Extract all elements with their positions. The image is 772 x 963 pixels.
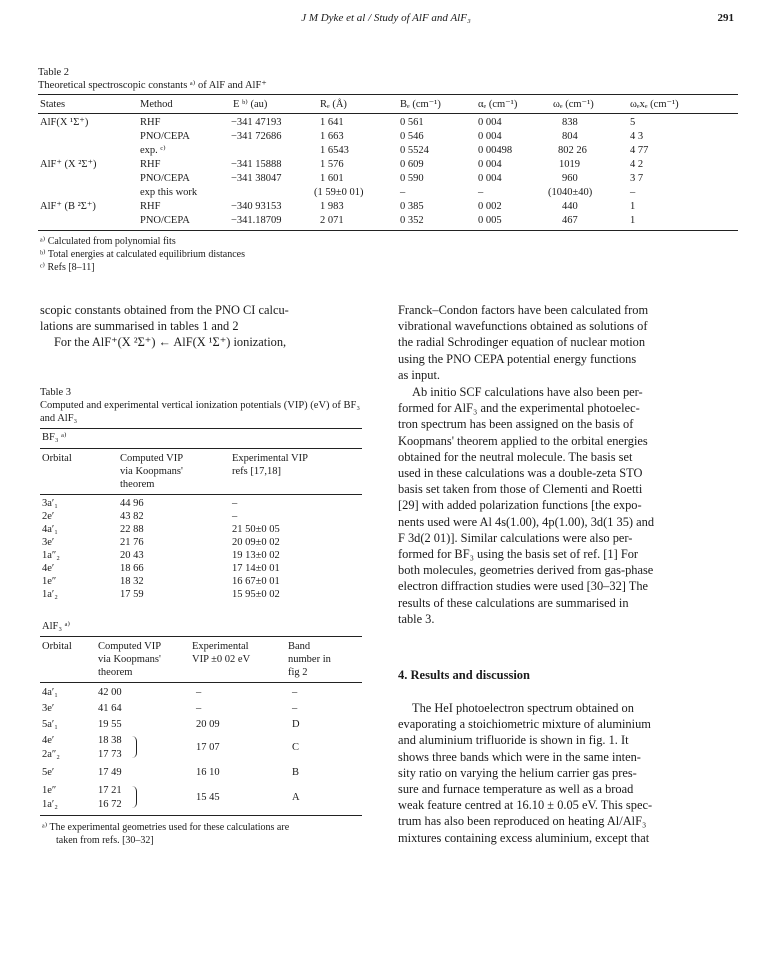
table2-cell: 1 641 [320,117,344,128]
table2-cell: PNO/CEPA [140,173,190,184]
table2-cell: 0 609 [400,159,424,170]
text-line: electron diffraction studies were used [30–32] The [398,579,649,594]
text-line: results of these calculations are summarised in [398,595,629,610]
alf3-orbital: 3e′ [42,703,55,714]
table2-cell: PNO/CEPA [140,131,190,142]
bf3-orbital: 2e′ [42,511,55,522]
bf3-col-orbital: Orbital [42,453,72,464]
text-line: Koopmans' theorem applied to the orbital energies [398,433,648,448]
bf3-computed: 18 66 [120,563,144,574]
text-line: tron spectrum has been assigned on the basis of [398,417,634,432]
table3-bf3-rule [40,448,362,449]
alf3-col-band-1: Band [288,641,311,652]
table2-cell: −341 47193 [231,117,282,128]
table2-cell: – [630,187,636,198]
bf3-orbital: 3e′ [42,537,55,548]
table3-bottom-rule [40,815,362,816]
table2-cell: 0 546 [400,131,424,142]
table2-col-omegax: ωₑxₑ (cm⁻¹) [630,99,679,110]
table2-cell: −341 72686 [231,131,282,142]
table2-cell: 4 77 [630,145,649,156]
alf3-exp: 16 10 [196,767,220,778]
table3-footnote-2: taken from refs. [30–32] [56,835,154,846]
table2-cell: 1 663 [320,131,344,142]
text-line: For the AlF⁺(X ²Σ⁺) ← AlF(X ¹Σ⁺) ionization, [54,335,287,350]
alf3-computed: 16 72 [98,799,122,810]
alf3-computed: 19 55 [98,719,122,730]
text-line: used in these calculations was a double-zeta STO [398,466,643,481]
text-line: Franck–Condon factors have been calculated from [398,303,649,317]
bf3-orbital: 4a′₁ [42,524,58,535]
bf3-col-computed-1: Computed VIP [120,453,184,464]
table2-cell: 0 005 [478,215,502,226]
brace-1e-1a2 [132,786,137,808]
table2-cell: 804 [562,131,578,142]
bf3-exp: 21 50±0 05 [232,524,280,535]
table2-cell: 440 [562,201,578,212]
table2-cell: RHF [140,201,161,212]
bf3-computed: 44 96 [120,498,144,509]
table2-header-rule [38,113,738,114]
table2-cell: RHF [140,159,161,170]
alf3-computed: 42 00 [98,687,122,698]
table2-col-alpha: αₑ (cm⁻¹) [478,99,518,110]
table2-cell: (1040±40) [548,187,593,198]
text-line: evaporating a stoichiometric mixture of aluminium [398,717,651,732]
alf3-orbital: 4a′₁ [42,687,58,698]
text-line: both molecules, geometries derived from gas-phase [398,563,654,578]
table2-col-omega: ωₑ (cm⁻¹) [553,99,594,110]
text-line: the radial Schrodinger equation of nuclear motion [398,335,646,350]
alf3-band: D [292,719,300,730]
alf3-orbital: 1e″ [42,785,57,796]
alf3-computed: 17 21 [98,785,122,796]
bf3-exp: 20 09±0 02 [232,537,280,548]
text-line: as input. [398,367,440,382]
table2-bottom-rule [38,230,738,231]
table2-cell: 0 352 [400,215,424,226]
table2-col-energy: E ᵇ⁾ (au) [233,99,268,110]
table3-label: Table 3 [40,387,72,398]
table2-cell: 0 004 [478,173,502,184]
alf3-exp: 15 45 [196,792,220,803]
alf3-col-computed-1: Computed VIP [98,641,162,652]
alf3-col-exp-2: VIP ±0 02 eV [192,654,251,665]
alf3-exp: 20 09 [196,719,220,730]
table2-cell: 1 6543 [320,145,349,156]
alf3-orbital: 2a″₂ [42,749,60,760]
bf3-col-computed-2: via Koopmans' [120,466,183,477]
table2-cell: – [400,187,406,198]
table2-cell: −341.18709 [231,215,282,226]
text-line: vibrational wavefunctions obtained as solutions of [398,319,648,334]
alf3-band: C [292,742,300,753]
table3-top-rule [40,428,362,429]
right-paragraph-2 [398,384,738,627]
table2-cell: AlF⁺ (B ²Σ⁺) [40,201,96,212]
bf3-orbital: 1a′₂ [42,589,58,600]
right-paragraph-1 [398,302,738,383]
text-line: shows three bands which were in the same inten- [398,749,641,764]
section-heading: 4. Results and discussion [398,668,530,682]
alf3-computed: 17 73 [98,749,122,760]
table2-cell: 0 00498 [478,145,513,156]
table2-col-method: Method [140,99,173,110]
table2-cell: (1 59±0 01) [314,187,364,198]
alf3-col-exp-1: Experimental [192,641,249,652]
running-title: J M Dyke et al / Study of AlF and AlF₃ [301,12,471,24]
table2-cell: 0 002 [478,201,502,212]
alf3-orbital: 1a′₂ [42,799,58,810]
alf3-orbital: 5e′ [42,767,55,778]
table2-cell: 2 071 [320,215,344,226]
table2-footnote-b: ᵇ⁾ Total energies at calculated equilibrium distances [40,249,245,260]
table2-cell: 1 576 [320,159,344,170]
bf3-orbital: 1e″ [42,576,57,587]
text-line: using the PNO CEPA potential energy functions [398,351,637,366]
bf3-orbital: 4e′ [42,563,55,574]
table2-cell: 1 [630,201,636,212]
alf3-orbital: 4e′ [42,735,55,746]
bf3-exp: – [232,511,238,522]
table2-cell: 0 385 [400,201,424,212]
alf3-exp: 17 07 [196,742,220,753]
table2-col-states: States [40,99,66,110]
table2-cell: 0 561 [400,117,424,128]
text-line: The HeI photoelectron spectrum obtained on [412,701,634,715]
text-line: scopic constants obtained from the PNO CI calcu- [40,303,289,317]
bf3-computed: 20 43 [120,550,144,561]
text-line: Ab initio SCF calculations have also been per- [412,385,643,399]
right-paragraph-3 [398,700,738,846]
table2-cell: 5 [630,117,636,128]
text-line: sure and furnace temperature as well as a broad [398,782,634,797]
table2-cell: 1 601 [320,173,344,184]
table2-cell: 1 983 [320,201,344,212]
alf3-col-orbital: Orbital [42,641,72,652]
table2-footnote-a: ᵃ⁾ Calculated from polynomial fits [40,236,176,247]
alf3-col-computed-3: theorem [98,667,133,678]
table2-col-re: Rₑ (Å) [320,99,347,110]
text-line: sity ratio on varying the helium carrier gas pres- [398,765,637,780]
table2-cell: 1 [630,215,636,226]
table2-cell: exp this work [140,187,198,198]
table2-cell: AlF(X ¹Σ⁺) [40,117,89,128]
text-line: trum has also been reproduced on heating Al/AlF₃ [398,814,647,829]
table2-footnote-c: ᶜ⁾ Refs [8–11] [40,262,95,273]
table2-cell: −340 93153 [231,201,282,212]
table2-cell: 838 [562,117,578,128]
bf3-computed: 22 88 [120,524,144,535]
text-line: table 3. [398,611,435,626]
alf3-band: A [292,792,300,803]
bf3-exp: 19 13±0 02 [232,550,280,561]
alf3-band: – [292,687,298,698]
table2-cell: 3 7 [630,173,644,184]
text-line: weak feature centred at 16.10 ± 0.05 eV. This spec- [398,798,653,813]
table2-cell: exp. ᶜ⁾ [140,145,166,156]
bf3-orbital: 3a′₁ [42,498,58,509]
bf3-exp: 17 14±0 01 [232,563,280,574]
table2-cell: 0 004 [478,159,502,170]
left-paragraph [40,302,360,351]
alf3-col-band-2: number in [288,654,331,665]
text-line: F 3d(2 01)]. Similar calculations were also per- [398,530,633,545]
page-number: 291 [717,12,734,24]
table2-cell: 4 2 [630,159,644,170]
bf3-computed: 21 76 [120,537,144,548]
bf3-col-exp-1: Experimental VIP [232,453,308,464]
text-line: formed for BF₃ using the basis set of ref. [1] For [398,547,639,562]
bf3-col-computed-3: theorem [120,479,155,490]
text-line: [29] with added polarization functions [the expo- [398,498,642,513]
table2-caption: Theoretical spectroscopic constants ᵃ⁾ of AlF and AlF⁺ [38,80,267,91]
bf3-computed: 43 82 [120,511,144,522]
table2 [0,0,772,260]
text-line: and aluminium trifluoride is shown in fig. 1. It [398,733,629,748]
alf3-band: – [292,703,298,714]
text-line: lations are summarised in tables 1 and 2 [40,319,239,334]
table3-caption: Computed and experimental vertical ionization potentials (VIP) (eV) of BF₃ and AlF₃ [40,400,361,424]
bf3-computed: 17 59 [120,589,144,600]
table2-label: Table 2 [38,67,70,78]
table2-cell: 0 004 [478,117,502,128]
alf3-top-rule [40,636,362,637]
table2-cell: RHF [140,117,161,128]
table2-cell: −341 38047 [231,173,282,184]
alf3-band: B [292,767,300,778]
alf3-header-rule [40,682,362,683]
alf3-orbital: 5a′₁ [42,719,58,730]
text-line: nents used were Al 4s(1.00), 4p(1.00), 3d(1 35) and [398,514,655,529]
table2-cell: 0 5524 [400,145,429,156]
alf3-computed: 41 64 [98,703,122,714]
table2-cell: – [478,187,484,198]
table2-cell: 1019 [559,159,580,170]
table2-cell: 960 [562,173,578,184]
table2-col-be: Bₑ (cm⁻¹) [400,99,441,110]
table3-footnote-1: ᵃ⁾ The experimental geometries used for these calculations are [42,822,290,833]
table2-cell: 0 004 [478,131,502,142]
bf3-exp: – [232,498,238,509]
table2-cell: −341 15888 [231,159,282,170]
table2-cell: AlF⁺ (X ²Σ⁺) [40,159,97,170]
alf3-col-computed-2: via Koopmans' [98,654,161,665]
bf3-exp: 16 67±0 01 [232,576,280,587]
alf3-exp: – [196,687,202,698]
text-line: obtained for the neutral molecule. The basis set [398,449,633,464]
alf3-computed: 18 38 [98,735,122,746]
alf3-title: AlF₃ ᵃ⁾ [42,621,71,632]
table2-cell: PNO/CEPA [140,215,190,226]
bf3-col-exp-2: refs [17,18] [232,466,281,477]
table2-cell: 802 26 [558,145,587,156]
text-line: formed for AlF₃ and the experimental photoelec- [398,401,640,416]
bf3-orbital: 1a″₂ [42,550,60,561]
bf3-computed: 18 32 [120,576,144,587]
text-line: basis set taken from those of Clementi and Roetti [398,482,643,497]
alf3-computed: 17 49 [98,767,122,778]
bf3-header-rule [40,494,362,495]
table2-cell: 0 590 [400,173,424,184]
brace-4e-2a2 [132,736,137,758]
alf3-exp: – [196,703,202,714]
bf3-title: BF₃ ᵃ⁾ [42,432,67,443]
alf3-col-band-3: fig 2 [288,667,308,678]
table2-cell: 467 [562,215,578,226]
text-line: mixtures containing excess aluminium, except that [398,830,650,845]
table2-cell: 4 3 [630,131,644,142]
bf3-exp: 15 95±0 02 [232,589,280,600]
